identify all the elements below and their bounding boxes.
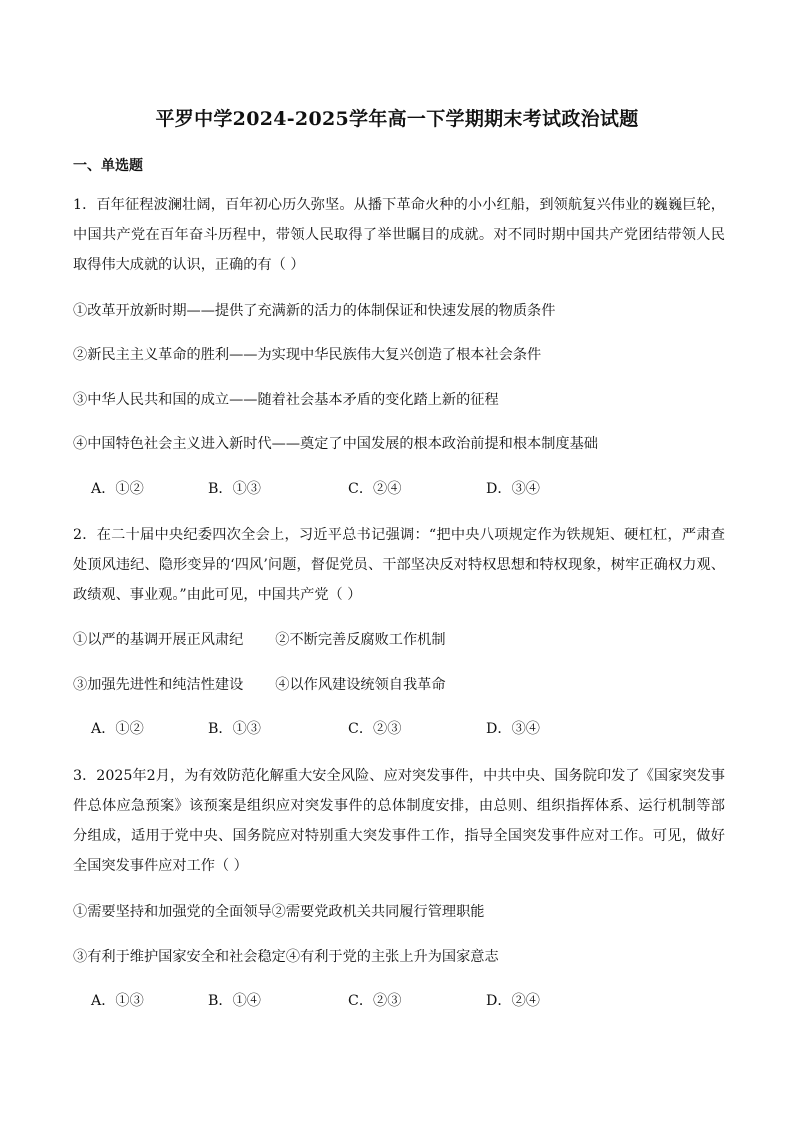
- question-1-option-a[interactable]: A．①②: [91, 481, 144, 497]
- question-1-option-b[interactable]: B．①③: [208, 481, 261, 497]
- question-2-statements-row-1: [73, 630, 725, 650]
- question-2-option-a[interactable]: A．①②: [91, 721, 144, 737]
- question-3-statements-row-1: ①需要坚持和加强党的全面领导②需要党政机关共同履行管理职能: [73, 904, 485, 920]
- question-2-statement-3: ③加强先进性和纯洁性建设: [73, 677, 244, 693]
- question-3-stem: 3．2025年2月，为有效防范化解重大安全风险、应对突发事件，中共中央、国务院印发了《国家突发事件总体应急预案》该预案是组织应对突发事件的总体制度安排，由总则、组织指挥体系、运行机制等部分组成，适用于党中央、国务院应对特别重大突发事件工作，指导全国突发事件应对工作。可见，做好全国突发事件应对工作（ ）: [73, 768, 725, 874]
- question-3-statements-row-2: ③有利于维护国家安全和社会稳定④有利于党的主张上升为国家意志: [73, 949, 499, 965]
- question-1-statement-1: ①改革开放新时期——提供了充满新的活力的体制保证和快速发展的物质条件: [73, 303, 556, 319]
- question-1-options: [91, 479, 731, 499]
- question-2-statement-4: ④以作风建设统领自我革命: [275, 677, 446, 693]
- question-3-option-c[interactable]: C．②③: [348, 993, 402, 1009]
- question-2-options: [91, 719, 731, 739]
- exam-title: 平罗中学2024-2025学年高一下学期期末考试政治试题: [155, 108, 639, 130]
- question-2-option-c[interactable]: C．②③: [348, 721, 402, 737]
- question-2-statement-1: ①以严的基调开展正风肃纪: [73, 632, 244, 648]
- question-3-option-d[interactable]: D．②④: [486, 993, 540, 1009]
- question-1-statement-3: ③中华人民共和国的成立——随着社会基本矛盾的变化踏上新的征程: [73, 392, 499, 408]
- question-2-statement-2: ②不断完善反腐败工作机制: [275, 632, 446, 648]
- question-3-option-b[interactable]: B．①④: [208, 993, 261, 1009]
- question-1-stem: 1．百年征程波澜壮阔，百年初心历久弥坚。从播下革命火种的小小红船，到领航复兴伟业的巍巍巨轮，中国共产党在百年奋斗历程中，带领人民取得了举世瞩目的成就。对不同时期中国共产党团结带领人民取得伟大成就的认识，正确的有（ ）: [73, 197, 725, 273]
- question-3-options: [91, 991, 731, 1011]
- question-1-option-c[interactable]: C．②④: [348, 481, 402, 497]
- question-1-statement-4: ④中国特色社会主义进入新时代——奠定了中国发展的根本政治前提和根本制度基础: [73, 436, 598, 452]
- question-2-stem: 2．在二十届中央纪委四次全会上，习近平总书记强调：“把中央八项规定作为铁规矩、硬杠杠，严肃查处顶风违纪、隐形变异的‘四风’问题，督促党员、干部坚决反对特权思想和特权现象，树牢正确权力观、政绩观、事业观。”由此可见，中国共产党（ ）: [73, 527, 725, 603]
- question-3-option-a[interactable]: A．①③: [91, 993, 144, 1009]
- question-1-option-d[interactable]: D．③④: [486, 481, 540, 497]
- question-1-statement-2: ②新民主主义革命的胜利——为实现中华民族伟大复兴创造了根本社会条件: [73, 347, 542, 363]
- section-heading: 一、单选题: [73, 158, 143, 174]
- question-2-statements-row-2: [73, 675, 725, 695]
- question-2-option-b[interactable]: B．①③: [208, 721, 261, 737]
- question-2-option-d[interactable]: D．③④: [486, 721, 540, 737]
